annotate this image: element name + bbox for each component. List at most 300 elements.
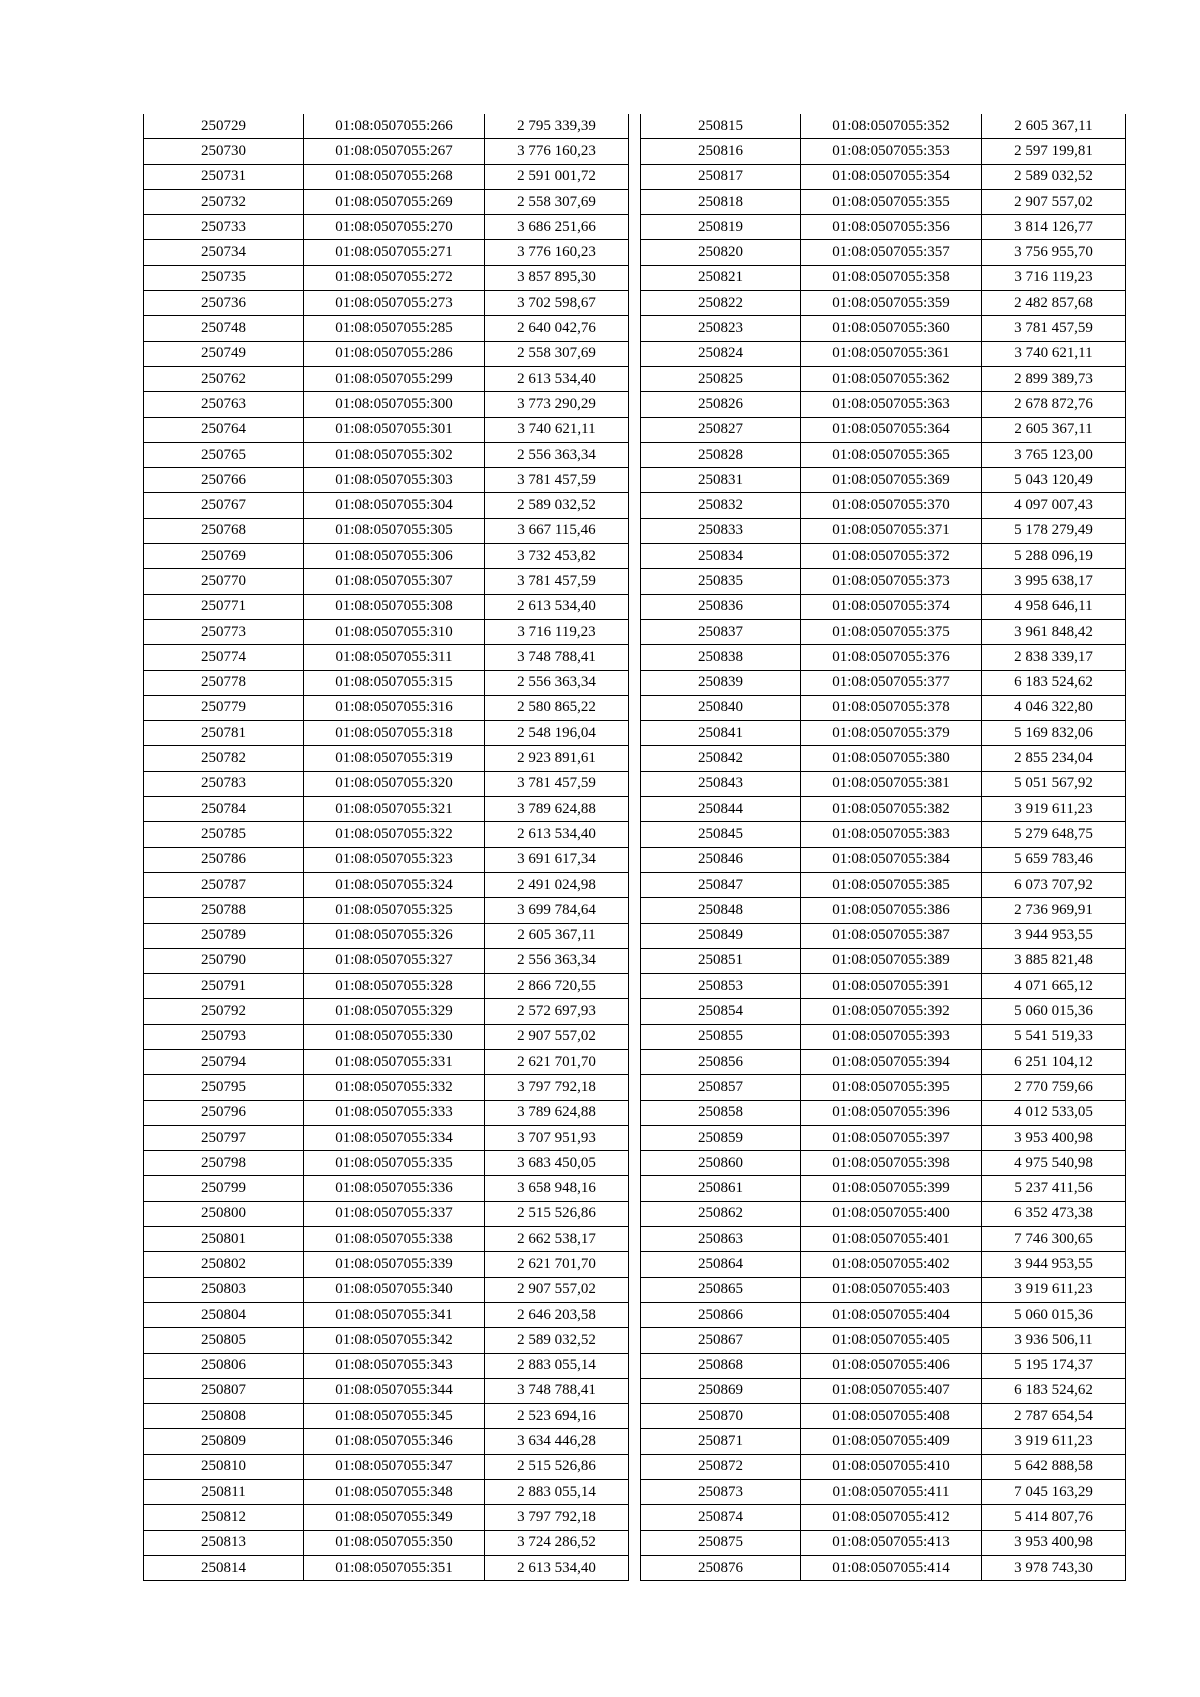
table-row xyxy=(144,1125,629,1150)
cadastral-number-cell: 01:08:0507055:302 xyxy=(304,442,485,467)
table-row xyxy=(144,670,629,695)
row-number-cell: 250863 xyxy=(641,1227,801,1252)
cadastral-value-cell: 3 658 948,16 xyxy=(485,1176,629,1201)
row-number-cell: 250854 xyxy=(641,999,801,1024)
cadastral-value-cell: 2 613 534,40 xyxy=(485,594,629,619)
cadastral-number-cell: 01:08:0507055:360 xyxy=(801,316,982,341)
cadastral-number-cell: 01:08:0507055:359 xyxy=(801,291,982,316)
row-number-cell: 250866 xyxy=(641,1302,801,1327)
cadastral-number-cell: 01:08:0507055:372 xyxy=(801,544,982,569)
cadastral-value-cell: 5 288 096,19 xyxy=(982,544,1126,569)
row-number-cell: 250828 xyxy=(641,442,801,467)
cadastral-number-cell: 01:08:0507055:324 xyxy=(304,872,485,897)
cadastral-number-cell: 01:08:0507055:344 xyxy=(304,1378,485,1403)
cadastral-value-cell: 4 012 533,05 xyxy=(982,1100,1126,1125)
table-row xyxy=(144,619,629,644)
cadastral-number-cell: 01:08:0507055:408 xyxy=(801,1404,982,1429)
table-row xyxy=(144,746,629,771)
row-number-cell: 250848 xyxy=(641,898,801,923)
cadastral-value-cell: 3 773 290,29 xyxy=(485,392,629,417)
row-number-cell: 250849 xyxy=(641,923,801,948)
row-number-cell: 250769 xyxy=(144,544,304,569)
cadastral-number-cell: 01:08:0507055:345 xyxy=(304,1404,485,1429)
table-row xyxy=(641,1201,1126,1226)
row-number-cell: 250836 xyxy=(641,594,801,619)
table-row xyxy=(641,1049,1126,1074)
table-row xyxy=(641,493,1126,518)
row-number-cell: 250768 xyxy=(144,518,304,543)
row-number-cell: 250870 xyxy=(641,1404,801,1429)
cadastral-number-cell: 01:08:0507055:386 xyxy=(801,898,982,923)
cadastral-value-cell: 2 605 367,11 xyxy=(982,114,1126,139)
cadastral-value-cell: 2 556 363,34 xyxy=(485,670,629,695)
table-row xyxy=(144,1429,629,1454)
cadastral-value-cell: 2 907 557,02 xyxy=(982,189,1126,214)
cadastral-number-cell: 01:08:0507055:343 xyxy=(304,1353,485,1378)
cadastral-number-cell: 01:08:0507055:307 xyxy=(304,569,485,594)
row-number-cell: 250831 xyxy=(641,468,801,493)
cadastral-value-cell: 3 953 400,98 xyxy=(982,1125,1126,1150)
row-number-cell: 250733 xyxy=(144,215,304,240)
cadastral-value-cell: 2 787 654,54 xyxy=(982,1404,1126,1429)
row-number-cell: 250765 xyxy=(144,442,304,467)
row-number-cell: 250820 xyxy=(641,240,801,265)
table-row xyxy=(144,468,629,493)
cadastral-value-cell: 4 975 540,98 xyxy=(982,1151,1126,1176)
cadastral-number-cell: 01:08:0507055:398 xyxy=(801,1151,982,1176)
cadastral-value-cell: 2 678 872,76 xyxy=(982,392,1126,417)
table-row xyxy=(144,139,629,164)
table-row xyxy=(144,974,629,999)
table-row xyxy=(144,114,629,139)
cadastral-value-cell: 3 716 119,23 xyxy=(982,265,1126,290)
cadastral-number-cell: 01:08:0507055:272 xyxy=(304,265,485,290)
table-row xyxy=(641,645,1126,670)
cadastral-value-cell: 2 597 199,81 xyxy=(982,139,1126,164)
cadastral-value-cell: 6 251 104,12 xyxy=(982,1049,1126,1074)
row-number-cell: 250819 xyxy=(641,215,801,240)
cadastral-number-cell: 01:08:0507055:384 xyxy=(801,847,982,872)
table-row xyxy=(641,1125,1126,1150)
table-row xyxy=(641,1024,1126,1049)
table-row xyxy=(641,1302,1126,1327)
cadastral-value-cell: 3 919 611,23 xyxy=(982,1277,1126,1302)
cadastral-value-cell: 2 866 720,55 xyxy=(485,974,629,999)
table-row xyxy=(144,1302,629,1327)
cadastral-value-cell: 5 279 648,75 xyxy=(982,822,1126,847)
table-row xyxy=(144,797,629,822)
row-number-cell: 250871 xyxy=(641,1429,801,1454)
cadastral-value-cell: 3 885 821,48 xyxy=(982,948,1126,973)
cadastral-number-cell: 01:08:0507055:404 xyxy=(801,1302,982,1327)
table-row xyxy=(641,1328,1126,1353)
table-row xyxy=(144,948,629,973)
cadastral-value-cell: 4 958 646,11 xyxy=(982,594,1126,619)
table-row xyxy=(641,1353,1126,1378)
cadastral-value-cell: 2 899 389,73 xyxy=(982,366,1126,391)
row-number-cell: 250851 xyxy=(641,948,801,973)
cadastral-number-cell: 01:08:0507055:315 xyxy=(304,670,485,695)
cadastral-value-cell: 2 838 339,17 xyxy=(982,645,1126,670)
table-row xyxy=(641,139,1126,164)
cadastral-value-cell: 3 789 624,88 xyxy=(485,1100,629,1125)
row-number-cell: 250810 xyxy=(144,1454,304,1479)
cadastral-value-cell: 3 944 953,55 xyxy=(982,923,1126,948)
table-row xyxy=(641,872,1126,897)
table-row xyxy=(641,1530,1126,1555)
table-row xyxy=(144,1378,629,1403)
cadastral-value-cell: 2 855 234,04 xyxy=(982,746,1126,771)
table-row xyxy=(641,569,1126,594)
table-row xyxy=(144,1555,629,1580)
table-row xyxy=(144,645,629,670)
cadastral-number-cell: 01:08:0507055:393 xyxy=(801,1024,982,1049)
table-row xyxy=(641,948,1126,973)
cadastral-value-cell: 2 736 969,91 xyxy=(982,898,1126,923)
cadastral-number-cell: 01:08:0507055:385 xyxy=(801,872,982,897)
cadastral-value-cell: 2 558 307,69 xyxy=(485,341,629,366)
row-number-cell: 250840 xyxy=(641,695,801,720)
cadastral-value-cell: 4 097 007,43 xyxy=(982,493,1126,518)
table-row xyxy=(641,594,1126,619)
cadastral-value-cell: 3 667 115,46 xyxy=(485,518,629,543)
cadastral-number-cell: 01:08:0507055:405 xyxy=(801,1328,982,1353)
row-number-cell: 250869 xyxy=(641,1378,801,1403)
cadastral-value-cell: 4 046 322,80 xyxy=(982,695,1126,720)
cadastral-number-cell: 01:08:0507055:352 xyxy=(801,114,982,139)
cadastral-number-cell: 01:08:0507055:413 xyxy=(801,1530,982,1555)
cadastral-value-cell: 2 515 526,86 xyxy=(485,1201,629,1226)
cadastral-value-cell: 2 591 001,72 xyxy=(485,164,629,189)
row-number-cell: 250824 xyxy=(641,341,801,366)
table-row xyxy=(144,1480,629,1505)
cadastral-value-cell: 3 691 617,34 xyxy=(485,847,629,872)
row-number-cell: 250731 xyxy=(144,164,304,189)
table-row xyxy=(144,594,629,619)
cadastral-number-cell: 01:08:0507055:361 xyxy=(801,341,982,366)
cadastral-value-cell: 3 797 792,18 xyxy=(485,1075,629,1100)
table-row xyxy=(144,1075,629,1100)
cadastral-number-cell: 01:08:0507055:354 xyxy=(801,164,982,189)
row-number-cell: 250806 xyxy=(144,1353,304,1378)
cadastral-number-cell: 01:08:0507055:347 xyxy=(304,1454,485,1479)
cadastral-number-cell: 01:08:0507055:320 xyxy=(304,771,485,796)
row-number-cell: 250762 xyxy=(144,366,304,391)
row-number-cell: 250764 xyxy=(144,417,304,442)
table-row xyxy=(641,847,1126,872)
row-number-cell: 250837 xyxy=(641,619,801,644)
cadastral-number-cell: 01:08:0507055:310 xyxy=(304,619,485,644)
cadastral-value-cell: 6 183 524,62 xyxy=(982,1378,1126,1403)
row-number-cell: 250735 xyxy=(144,265,304,290)
cadastral-value-cell: 2 548 196,04 xyxy=(485,721,629,746)
table-row xyxy=(641,1176,1126,1201)
table-row xyxy=(144,316,629,341)
row-number-cell: 250846 xyxy=(641,847,801,872)
row-number-cell: 250823 xyxy=(641,316,801,341)
cadastral-number-cell: 01:08:0507055:387 xyxy=(801,923,982,948)
cadastral-number-cell: 01:08:0507055:321 xyxy=(304,797,485,822)
table-row xyxy=(641,1277,1126,1302)
table-row xyxy=(641,1252,1126,1277)
table-row xyxy=(144,392,629,417)
cadastral-value-cell: 5 060 015,36 xyxy=(982,999,1126,1024)
row-number-cell: 250809 xyxy=(144,1429,304,1454)
row-number-cell: 250786 xyxy=(144,847,304,872)
table-row xyxy=(144,366,629,391)
cadastral-number-cell: 01:08:0507055:351 xyxy=(304,1555,485,1580)
row-number-cell: 250832 xyxy=(641,493,801,518)
cadastral-number-cell: 01:08:0507055:268 xyxy=(304,164,485,189)
table-row xyxy=(144,189,629,214)
cadastral-number-cell: 01:08:0507055:285 xyxy=(304,316,485,341)
cadastral-value-cell: 5 195 174,37 xyxy=(982,1353,1126,1378)
cadastral-value-cell: 5 051 567,92 xyxy=(982,771,1126,796)
row-number-cell: 250787 xyxy=(144,872,304,897)
row-number-cell: 250847 xyxy=(641,872,801,897)
table-row xyxy=(144,898,629,923)
row-number-cell: 250865 xyxy=(641,1277,801,1302)
table-row xyxy=(144,215,629,240)
row-number-cell: 250782 xyxy=(144,746,304,771)
row-number-cell: 250860 xyxy=(641,1151,801,1176)
row-number-cell: 250792 xyxy=(144,999,304,1024)
cadastral-value-cell: 3 936 506,11 xyxy=(982,1328,1126,1353)
row-number-cell: 250874 xyxy=(641,1505,801,1530)
cadastral-number-cell: 01:08:0507055:342 xyxy=(304,1328,485,1353)
cadastral-number-cell: 01:08:0507055:273 xyxy=(304,291,485,316)
table-row xyxy=(641,544,1126,569)
row-number-cell: 250822 xyxy=(641,291,801,316)
row-number-cell: 250826 xyxy=(641,392,801,417)
table-row xyxy=(144,721,629,746)
cadastral-number-cell: 01:08:0507055:371 xyxy=(801,518,982,543)
table-row xyxy=(144,1530,629,1555)
table-row xyxy=(641,822,1126,847)
cadastral-number-cell: 01:08:0507055:363 xyxy=(801,392,982,417)
table-row xyxy=(144,1454,629,1479)
cadastral-number-cell: 01:08:0507055:339 xyxy=(304,1252,485,1277)
table-row xyxy=(641,442,1126,467)
cadastral-value-cell: 4 071 665,12 xyxy=(982,974,1126,999)
cadastral-value-cell: 3 740 621,11 xyxy=(485,417,629,442)
cadastral-number-cell: 01:08:0507055:373 xyxy=(801,569,982,594)
cadastral-value-cell: 3 781 457,59 xyxy=(485,771,629,796)
row-number-cell: 250736 xyxy=(144,291,304,316)
cadastral-number-cell: 01:08:0507055:325 xyxy=(304,898,485,923)
cadastral-value-cell: 2 646 203,58 xyxy=(485,1302,629,1327)
cadastral-number-cell: 01:08:0507055:402 xyxy=(801,1252,982,1277)
table-row xyxy=(641,1454,1126,1479)
table-row xyxy=(144,923,629,948)
cadastral-value-cell: 3 789 624,88 xyxy=(485,797,629,822)
cadastral-value-cell: 3 776 160,23 xyxy=(485,139,629,164)
cadastral-value-cell: 3 919 611,23 xyxy=(982,797,1126,822)
cadastral-value-cell: 2 515 526,86 xyxy=(485,1454,629,1479)
cadastral-number-cell: 01:08:0507055:411 xyxy=(801,1480,982,1505)
cadastral-number-cell: 01:08:0507055:323 xyxy=(304,847,485,872)
row-number-cell: 250781 xyxy=(144,721,304,746)
row-number-cell: 250861 xyxy=(641,1176,801,1201)
cadastral-number-cell: 01:08:0507055:357 xyxy=(801,240,982,265)
table-row xyxy=(641,1555,1126,1580)
row-number-cell: 250825 xyxy=(641,366,801,391)
table-row xyxy=(641,999,1126,1024)
cadastral-number-cell: 01:08:0507055:397 xyxy=(801,1125,982,1150)
cadastral-value-cell: 2 907 557,02 xyxy=(485,1024,629,1049)
row-number-cell: 250862 xyxy=(641,1201,801,1226)
row-number-cell: 250729 xyxy=(144,114,304,139)
registry-table-body xyxy=(144,114,629,1581)
cadastral-value-cell: 3 797 792,18 xyxy=(485,1505,629,1530)
cadastral-number-cell: 01:08:0507055:356 xyxy=(801,215,982,240)
row-number-cell: 250789 xyxy=(144,923,304,948)
table-row xyxy=(641,518,1126,543)
cadastral-value-cell: 3 776 160,23 xyxy=(485,240,629,265)
cadastral-number-cell: 01:08:0507055:353 xyxy=(801,139,982,164)
row-number-cell: 250778 xyxy=(144,670,304,695)
row-number-cell: 250773 xyxy=(144,619,304,644)
cadastral-value-cell: 3 748 788,41 xyxy=(485,645,629,670)
cadastral-number-cell: 01:08:0507055:355 xyxy=(801,189,982,214)
cadastral-number-cell: 01:08:0507055:329 xyxy=(304,999,485,1024)
row-number-cell: 250867 xyxy=(641,1328,801,1353)
row-number-cell: 250872 xyxy=(641,1454,801,1479)
cadastral-value-cell: 6 073 707,92 xyxy=(982,872,1126,897)
cadastral-number-cell: 01:08:0507055:270 xyxy=(304,215,485,240)
cadastral-number-cell: 01:08:0507055:376 xyxy=(801,645,982,670)
cadastral-number-cell: 01:08:0507055:400 xyxy=(801,1201,982,1226)
table-row xyxy=(641,1505,1126,1530)
cadastral-number-cell: 01:08:0507055:377 xyxy=(801,670,982,695)
cadastral-value-cell: 5 169 832,06 xyxy=(982,721,1126,746)
cadastral-number-cell: 01:08:0507055:392 xyxy=(801,999,982,1024)
cadastral-number-cell: 01:08:0507055:300 xyxy=(304,392,485,417)
cadastral-number-cell: 01:08:0507055:266 xyxy=(304,114,485,139)
cadastral-value-cell: 5 414 807,76 xyxy=(982,1505,1126,1530)
cadastral-value-cell: 2 572 697,93 xyxy=(485,999,629,1024)
cadastral-value-cell: 2 883 055,14 xyxy=(485,1353,629,1378)
cadastral-value-cell: 2 605 367,11 xyxy=(982,417,1126,442)
cadastral-value-cell: 7 746 300,65 xyxy=(982,1227,1126,1252)
table-row xyxy=(144,771,629,796)
table-row xyxy=(144,240,629,265)
table-row xyxy=(641,923,1126,948)
row-number-cell: 250859 xyxy=(641,1125,801,1150)
table-row xyxy=(641,1151,1126,1176)
row-number-cell: 250771 xyxy=(144,594,304,619)
table-row xyxy=(641,265,1126,290)
cadastral-value-cell: 2 770 759,66 xyxy=(982,1075,1126,1100)
row-number-cell: 250732 xyxy=(144,189,304,214)
cadastral-number-cell: 01:08:0507055:301 xyxy=(304,417,485,442)
registry-table-right xyxy=(640,114,1126,1581)
table-row xyxy=(641,164,1126,189)
cadastral-number-cell: 01:08:0507055:334 xyxy=(304,1125,485,1150)
row-number-cell: 250779 xyxy=(144,695,304,720)
row-number-cell: 250804 xyxy=(144,1302,304,1327)
cadastral-value-cell: 3 961 848,42 xyxy=(982,619,1126,644)
row-number-cell: 250795 xyxy=(144,1075,304,1100)
cadastral-number-cell: 01:08:0507055:327 xyxy=(304,948,485,973)
cadastral-number-cell: 01:08:0507055:380 xyxy=(801,746,982,771)
row-number-cell: 250807 xyxy=(144,1378,304,1403)
cadastral-value-cell: 5 060 015,36 xyxy=(982,1302,1126,1327)
row-number-cell: 250813 xyxy=(144,1530,304,1555)
cadastral-number-cell: 01:08:0507055:303 xyxy=(304,468,485,493)
cadastral-number-cell: 01:08:0507055:409 xyxy=(801,1429,982,1454)
cadastral-number-cell: 01:08:0507055:401 xyxy=(801,1227,982,1252)
row-number-cell: 250864 xyxy=(641,1252,801,1277)
table-row xyxy=(641,695,1126,720)
cadastral-number-cell: 01:08:0507055:383 xyxy=(801,822,982,847)
cadastral-value-cell: 2 523 694,16 xyxy=(485,1404,629,1429)
row-number-cell: 250827 xyxy=(641,417,801,442)
table-row xyxy=(641,1227,1126,1252)
cadastral-value-cell: 6 183 524,62 xyxy=(982,670,1126,695)
cadastral-number-cell: 01:08:0507055:362 xyxy=(801,366,982,391)
cadastral-value-cell: 3 944 953,55 xyxy=(982,1252,1126,1277)
row-number-cell: 250774 xyxy=(144,645,304,670)
row-number-cell: 250833 xyxy=(641,518,801,543)
table-row xyxy=(641,974,1126,999)
table-row xyxy=(641,1480,1126,1505)
cadastral-number-cell: 01:08:0507055:407 xyxy=(801,1378,982,1403)
row-number-cell: 250838 xyxy=(641,645,801,670)
row-number-cell: 250818 xyxy=(641,189,801,214)
cadastral-value-cell: 3 707 951,93 xyxy=(485,1125,629,1150)
table-row xyxy=(144,1176,629,1201)
cadastral-number-cell: 01:08:0507055:412 xyxy=(801,1505,982,1530)
cadastral-value-cell: 3 756 955,70 xyxy=(982,240,1126,265)
cadastral-number-cell: 01:08:0507055:335 xyxy=(304,1151,485,1176)
row-number-cell: 250876 xyxy=(641,1555,801,1580)
cadastral-value-cell: 5 659 783,46 xyxy=(982,847,1126,872)
row-number-cell: 250814 xyxy=(144,1555,304,1580)
table-row xyxy=(144,1328,629,1353)
cadastral-value-cell: 3 781 457,59 xyxy=(485,569,629,594)
cadastral-number-cell: 01:08:0507055:331 xyxy=(304,1049,485,1074)
cadastral-value-cell: 3 683 450,05 xyxy=(485,1151,629,1176)
row-number-cell: 250855 xyxy=(641,1024,801,1049)
cadastral-value-cell: 3 716 119,23 xyxy=(485,619,629,644)
table-row xyxy=(144,1404,629,1429)
row-number-cell: 250734 xyxy=(144,240,304,265)
cadastral-value-cell: 7 045 163,29 xyxy=(982,1480,1126,1505)
table-row xyxy=(641,746,1126,771)
cadastral-value-cell: 2 589 032,52 xyxy=(982,164,1126,189)
cadastral-value-cell: 2 558 307,69 xyxy=(485,189,629,214)
row-number-cell: 250800 xyxy=(144,1201,304,1226)
table-row xyxy=(144,1353,629,1378)
row-number-cell: 250812 xyxy=(144,1505,304,1530)
cadastral-number-cell: 01:08:0507055:348 xyxy=(304,1480,485,1505)
cadastral-number-cell: 01:08:0507055:369 xyxy=(801,468,982,493)
row-number-cell: 250794 xyxy=(144,1049,304,1074)
cadastral-value-cell: 5 642 888,58 xyxy=(982,1454,1126,1479)
cadastral-value-cell: 3 781 457,59 xyxy=(982,316,1126,341)
cadastral-number-cell: 01:08:0507055:375 xyxy=(801,619,982,644)
table-row xyxy=(641,392,1126,417)
table-row xyxy=(641,1075,1126,1100)
row-number-cell: 250802 xyxy=(144,1252,304,1277)
cadastral-number-cell: 01:08:0507055:330 xyxy=(304,1024,485,1049)
table-row xyxy=(144,1049,629,1074)
row-number-cell: 250767 xyxy=(144,493,304,518)
table-row xyxy=(641,189,1126,214)
row-number-cell: 250811 xyxy=(144,1480,304,1505)
table-row xyxy=(144,265,629,290)
